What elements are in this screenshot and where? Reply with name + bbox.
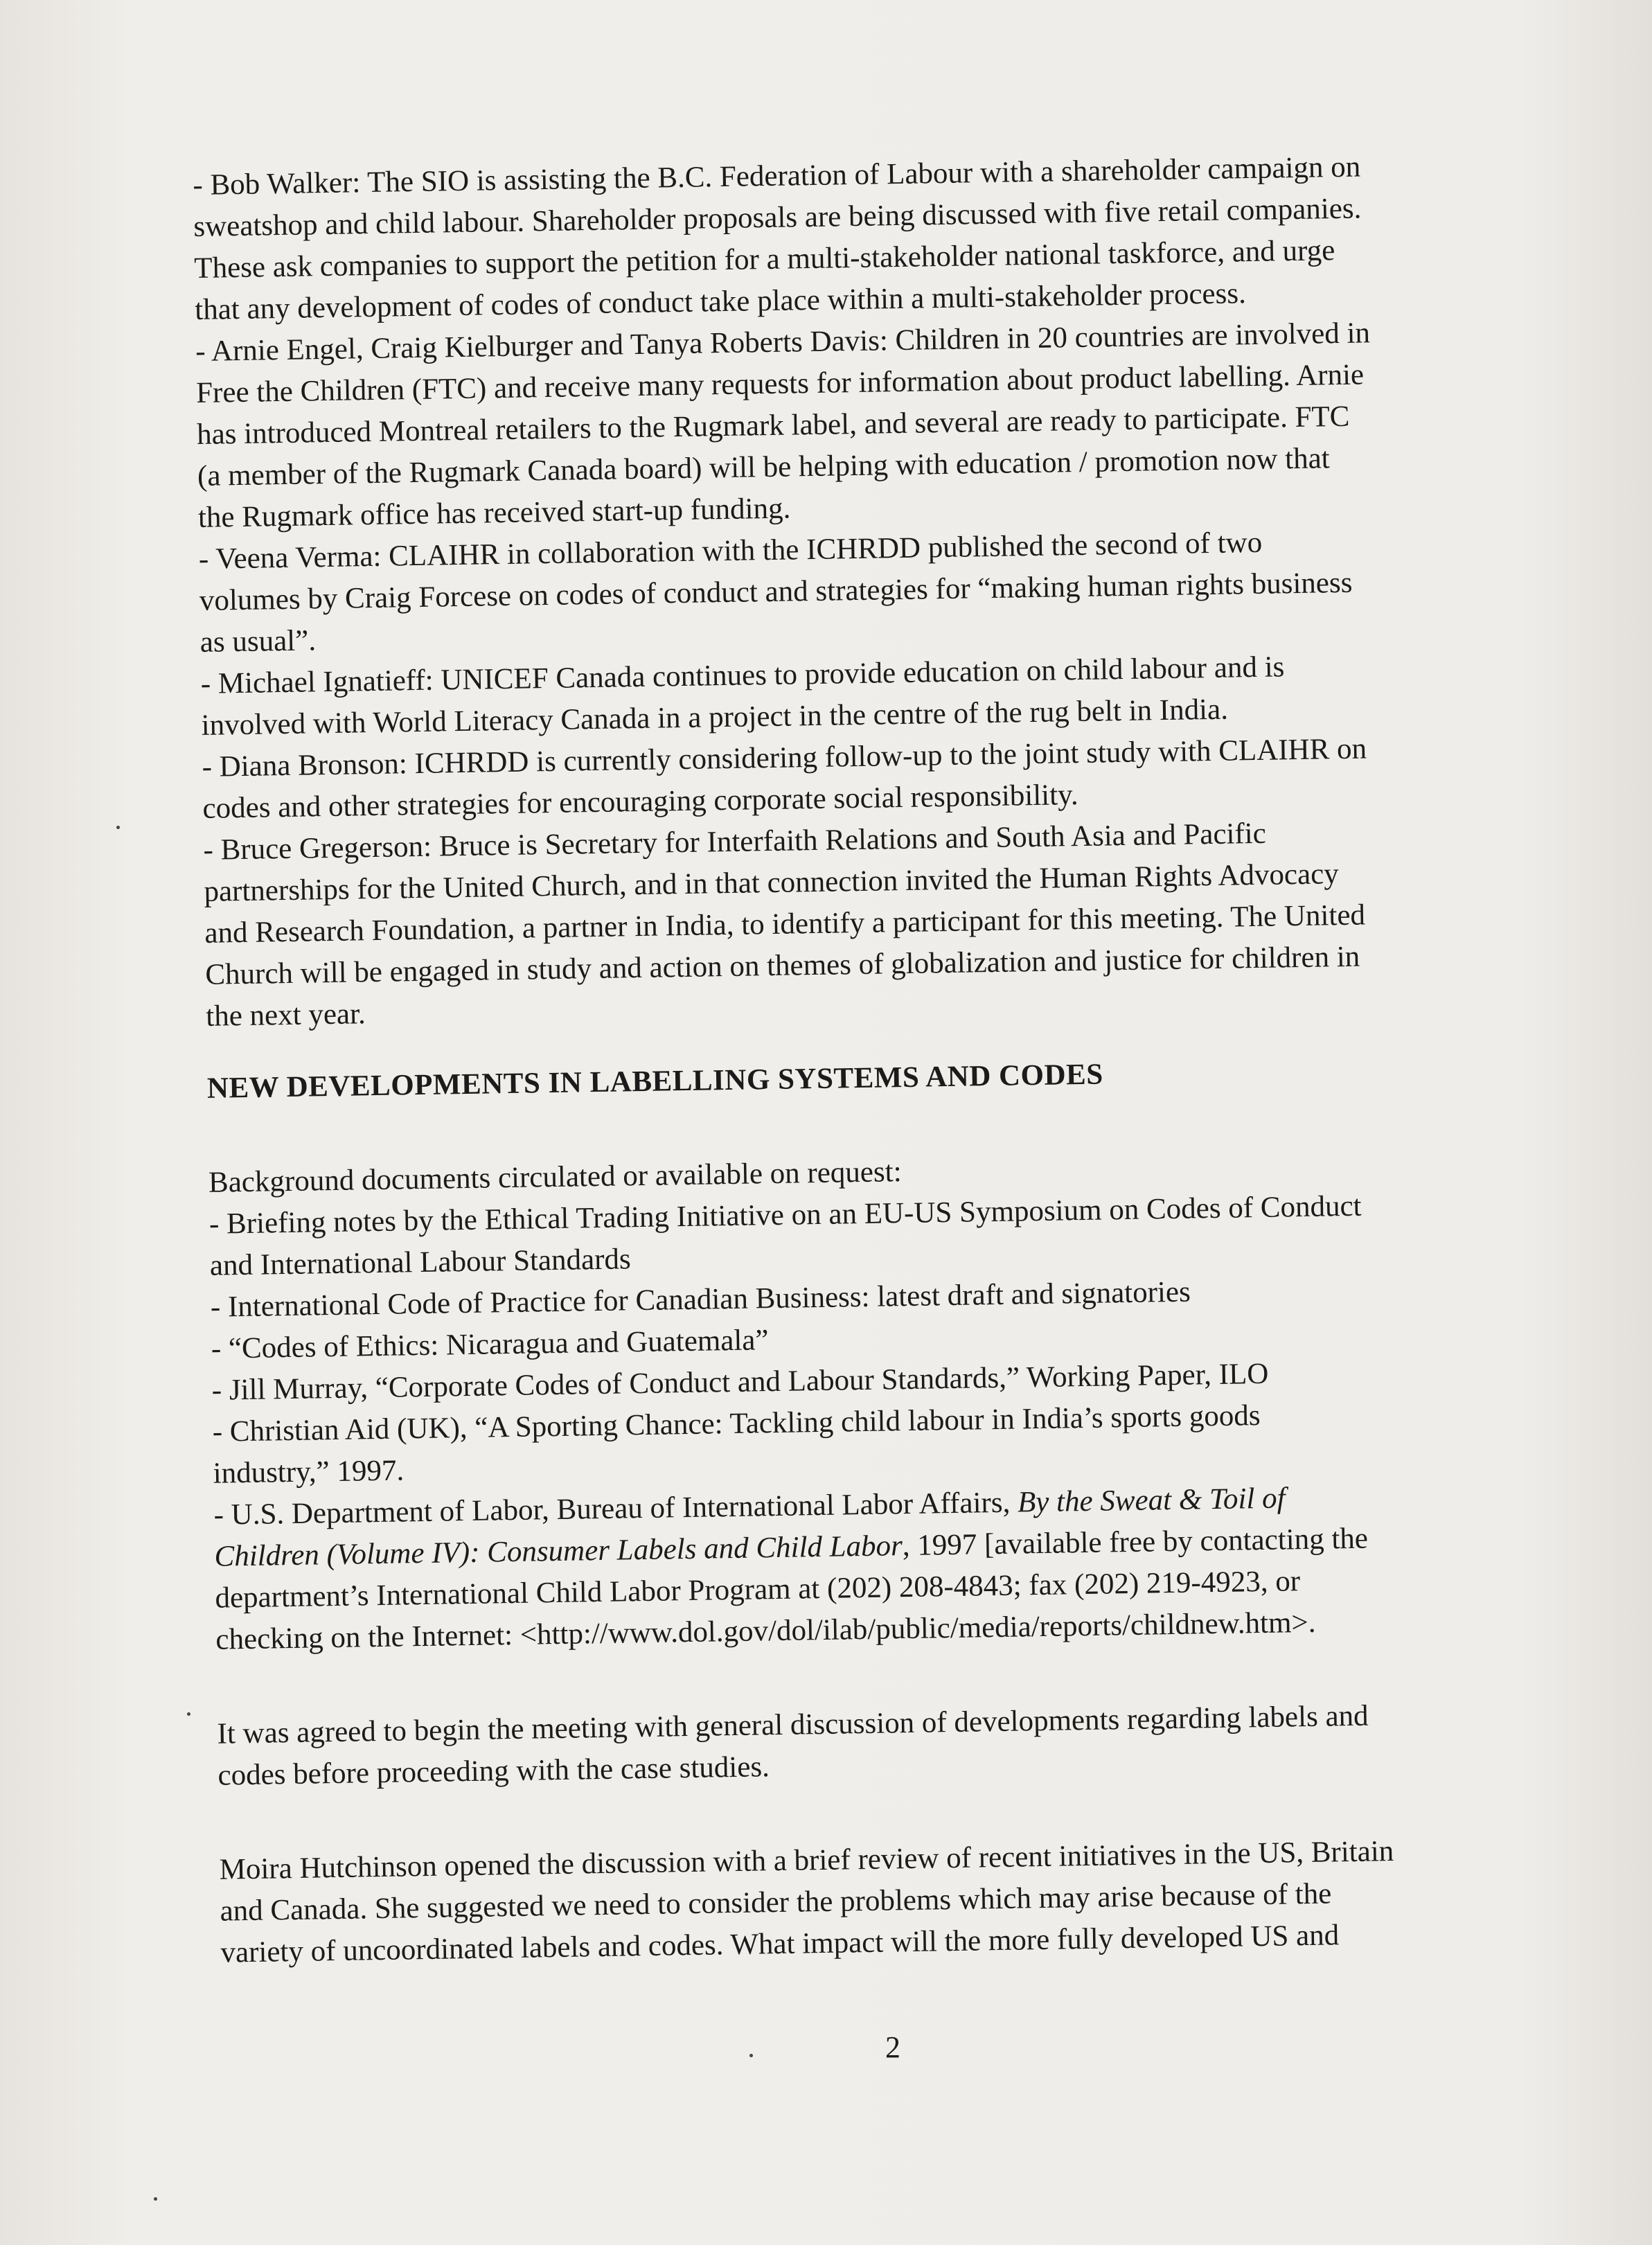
update-veena-verma bbox=[198, 517, 1579, 664]
scan-speck bbox=[749, 2054, 753, 2057]
text-line: - Bruce Gregerson: Bruce is Secretary for Interfaith Relations and South Asia and Pacific bbox=[203, 817, 1267, 867]
text-line: and Research Foundation, a partner in India, to identify a participant for this meeting. The United bbox=[204, 898, 1366, 950]
text-line: Free the Children (FTC) and receive many requests for information about product labelling. Arnie bbox=[195, 358, 1365, 409]
text-line: as usual”. bbox=[199, 624, 317, 659]
background-documents bbox=[208, 1141, 1595, 1661]
text-line: - Michael Ignatieff: UNICEF Canada continues to provide education on child labour and is bbox=[200, 650, 1285, 700]
document-item: and International Labour Standards bbox=[209, 1243, 632, 1282]
report-title: By the Sweat & Toil of bbox=[1017, 1482, 1286, 1519]
page-body bbox=[193, 143, 1599, 1974]
document-item: - Christian Aid (UK), “A Sporting Chance: Tackling child labour in India’s sports goods bbox=[212, 1399, 1261, 1448]
text-line: Church will be engaged in study and action on themes of globalization and justice for children in bbox=[205, 940, 1360, 991]
scan-speck bbox=[116, 826, 120, 829]
document-item: - “Codes of Ethics: Nicaragua and Guatemala” bbox=[211, 1324, 769, 1365]
text-line: - Diana Bronson: ICHRDD is currently considering follow-up to the joint study with CLAIHR on bbox=[202, 732, 1367, 783]
document-item: industry,” 1997. bbox=[213, 1454, 405, 1490]
report-title: Children (Volume IV): Consumer Labels and Child Labor bbox=[214, 1529, 903, 1573]
text-line: sweatshop and child labour. Shareholder proposals are being discussed with five retail companies. bbox=[193, 192, 1362, 243]
text-line: These ask companies to support the petition for a multi-stakeholder national taskforce, and urge bbox=[193, 234, 1335, 285]
section-heading: NEW DEVELOPMENTS IN LABELLING SYSTEMS AND CODES bbox=[206, 1058, 1104, 1105]
text-line: the next year. bbox=[205, 997, 366, 1033]
background-intro: Background documents circulated or available on request: bbox=[208, 1155, 902, 1199]
document-item: - Jill Murray, “Corporate Codes of Conduct and Labour Standards,” Working Paper, ILO bbox=[211, 1357, 1269, 1407]
scan-speck bbox=[187, 1712, 190, 1716]
text-line: - Arnie Engel, Craig Kielburger and Tanya Roberts Davis: Children in 20 countries are involved in bbox=[195, 317, 1371, 368]
us-dol-detail: , 1997 [available free by contacting the bbox=[902, 1522, 1369, 1563]
moira-paragraph bbox=[219, 1827, 1599, 1973]
document-item-us-dol: department’s International Child Labor Program at (202) 208-4843; fax (202) 219-4923, or bbox=[215, 1565, 1301, 1615]
document-item-us-dol: checking on the Internet: <http://www.dol.gov/dol/ilab/public/media/reports/childnew.htm>. bbox=[215, 1606, 1316, 1656]
page-number: 2 bbox=[885, 2030, 900, 2064]
text-line: the Rugmark office has received start-up funding. bbox=[197, 492, 791, 534]
scan-speck bbox=[154, 2197, 157, 2201]
update-arnie-engel bbox=[195, 310, 1576, 539]
document-item: - International Code of Practice for Canadian Business: latest draft and signatories bbox=[210, 1275, 1191, 1324]
update-bob-walker bbox=[193, 143, 1574, 331]
text-line: partnerships for the United Church, and in that connection invited the Human Rights Advocacy bbox=[204, 858, 1340, 908]
text-line: - Veena Verma: CLAIHR in collaboration with the ICHRDD published the second of two bbox=[198, 526, 1263, 576]
text-line: codes before proceeding with the case studies. bbox=[217, 1750, 770, 1792]
text-line: Moira Hutchinson opened the discussion with a brief review of recent initiatives in the US, Britain bbox=[219, 1835, 1394, 1886]
update-bruce-gregerson bbox=[203, 808, 1584, 1038]
text-line: (a member of the Rugmark Canada board) will be helping with education / promotion now that bbox=[197, 442, 1331, 493]
document-item: - Briefing notes by the Ethical Trading Initiative on an EU-US Symposium on Codes of Conduct bbox=[208, 1189, 1362, 1241]
text-line: volumes by Craig Forcese on codes of conduct and strategies for “making human rights business bbox=[199, 566, 1353, 617]
us-dol-prefix: - U.S. Department of Labor, Bureau of International Labor Affairs, bbox=[213, 1486, 1018, 1532]
text-line: involved with World Literacy Canada in a project in the centre of the rug belt in India. bbox=[201, 693, 1229, 742]
text-line: It was agreed to begin the meeting with general discussion of developments regarding labels and bbox=[217, 1699, 1369, 1750]
text-line: that any development of codes of conduct take place within a multi-stakeholder process. bbox=[194, 277, 1247, 326]
text-line: variety of uncoordinated labels and codes. What impact will the more fully developed US and bbox=[220, 1919, 1340, 1969]
text-line: codes and other strategies for encouraging corporate social responsibility. bbox=[202, 779, 1078, 825]
text-line: - Bob Walker: The SIO is assisting the B.C. Federation of Labour with a shareholder campaign on bbox=[193, 150, 1361, 202]
text-line: has introduced Montreal retailers to the Rugmark label, and several are ready to participate. FTC bbox=[196, 400, 1350, 451]
text-line: and Canada. She suggested we need to consider the problems which may arise because of the bbox=[220, 1877, 1332, 1928]
